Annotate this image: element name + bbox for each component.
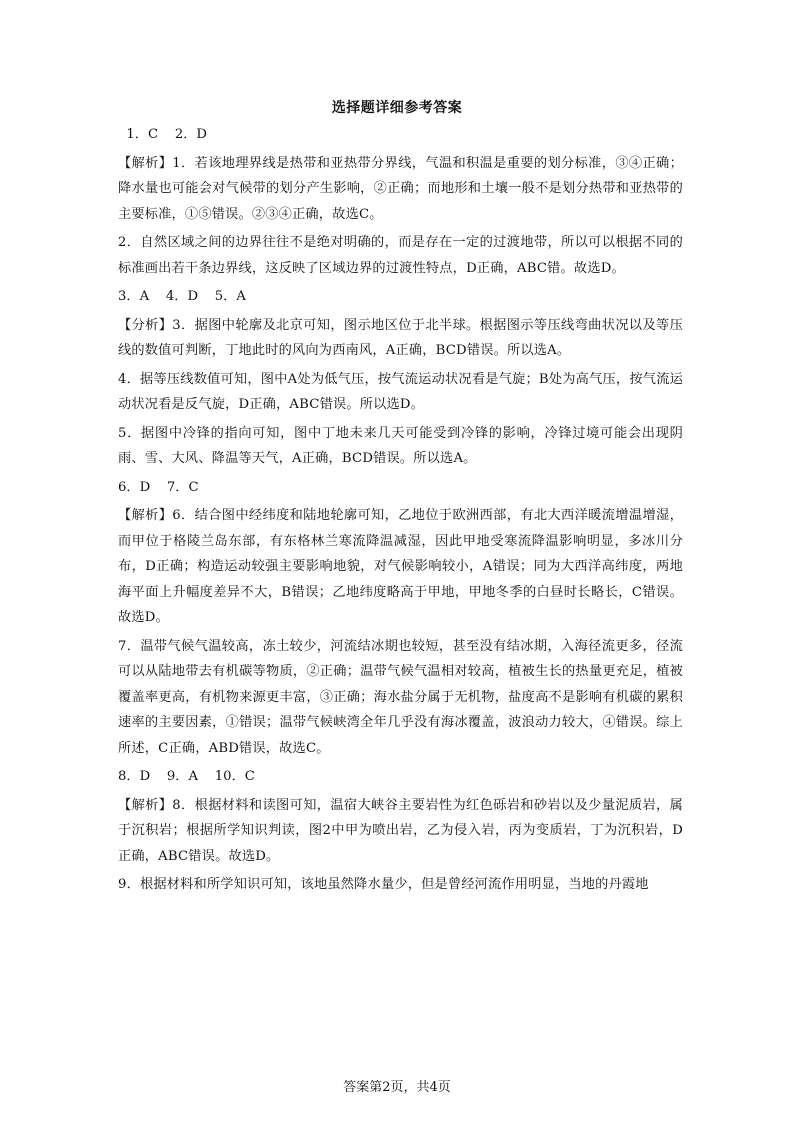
- answer-line-1: 1．C 2．D: [118, 127, 207, 142]
- explanation-7: 7．温带气候气温较高，冻土较少，河流结冰期也较短，甚至没有结冰期，入海径流更多，径流可以从陆地带去有机碳等物质，②正确；温带气候气温相对较高，植被生长的热量更充足，植被覆盖率更高，有机物来源更丰富，③正确；海水盐分属于无机物，盐度高不是影响有机碳的累积速率的主要因素，①错误；温带气候峡湾全年几乎没有海冰覆盖，波浪动力较大，④错误。综上所述，C正确，ABD错误，故选C。: [118, 638, 683, 756]
- explanation-3: 【分析】3．据图中轮廓及北京可知，图示地区位于北半球。根据图示等压线弯曲状况以及等压线的数值可判断，丁地此时的风向为西南风，A正确，BCD错误。所以选A。: [118, 317, 683, 358]
- page-footer: 答案第2页，共4页: [343, 1080, 451, 1095]
- explanation-6: 【解析】6．结合图中经纬度和陆地轮廓可知，乙地位于欧洲西部，有北大西洋暖流增温增湿，而甲位于格陵兰岛东部，有东格林兰寒流降温减湿，因此甲地受寒流降温影响明显，多冰川分布，D正确；构造运动较强主要影响地貌，对气候影响较小，A错误；同为大西洋高纬度，两地海平面上升幅度差异不大，B错误；乙地纬度略高于甲地，甲地冬季的白昼时长略长，C错误。故选D。: [118, 508, 683, 625]
- answer-line-6-7: 6．D 7．C: [118, 479, 199, 495]
- explanation-1: 【解析】1．若该地理界线是热带和亚热带分界线，气温和积温是重要的划分标准，③④正确；降水量也可能会对气候带的划分产生影响，②正确；而地形和土壤一般不是划分热带和亚热带的主要标准，①⑤错误。②③④正确，故选C。: [118, 155, 683, 222]
- document-body: [118, 122, 683, 901]
- answer-line-8-10: 8．D 9．A 10．C: [118, 769, 255, 784]
- explanation-4: 4．据等压线数值可知，图中A处为低气压，按气流运动状况看是气旋；B处为高气压，按气流运动状况看是反气旋，D正确，ABC错误。所以选D。: [118, 371, 683, 412]
- answer-line-3-5: 3．A 4．D 5．A: [118, 289, 246, 304]
- explanation-2: 2．自然区域之间的边界往往不是绝对明确的，而是存在一定的过渡地带，所以可以根据不同的标准画出若干条边界线，这反映了区域边界的过渡性特点，D正确，ABC错。故选D。: [118, 235, 683, 276]
- explanation-8: 【解析】8．根据材料和读图可知，温宿大峡谷主要岩性为红色砾岩和砂岩以及少量泥质岩，属于沉积岩；根据所学知识判读，图2中甲为喷出岩，乙为侵入岩，丙为变质岩，丁为沉积岩，D正确，ABC错误。故选D。: [118, 797, 683, 864]
- explanation-9: 9．根据材料和所学知识可知，该地虽然降水量少，但是曾经河流作用明显，当地的丹霞地: [118, 877, 649, 892]
- page-title: 选择题详细参考答案: [331, 100, 463, 116]
- explanation-5: 5．据图中冷锋的指向可知，图中丁地未来几天可能受到冷锋的影响，冷锋过境可能会出现阴雨、雪、大风、降温等天气，A正确，BCD错误。所以选A。: [118, 425, 683, 466]
